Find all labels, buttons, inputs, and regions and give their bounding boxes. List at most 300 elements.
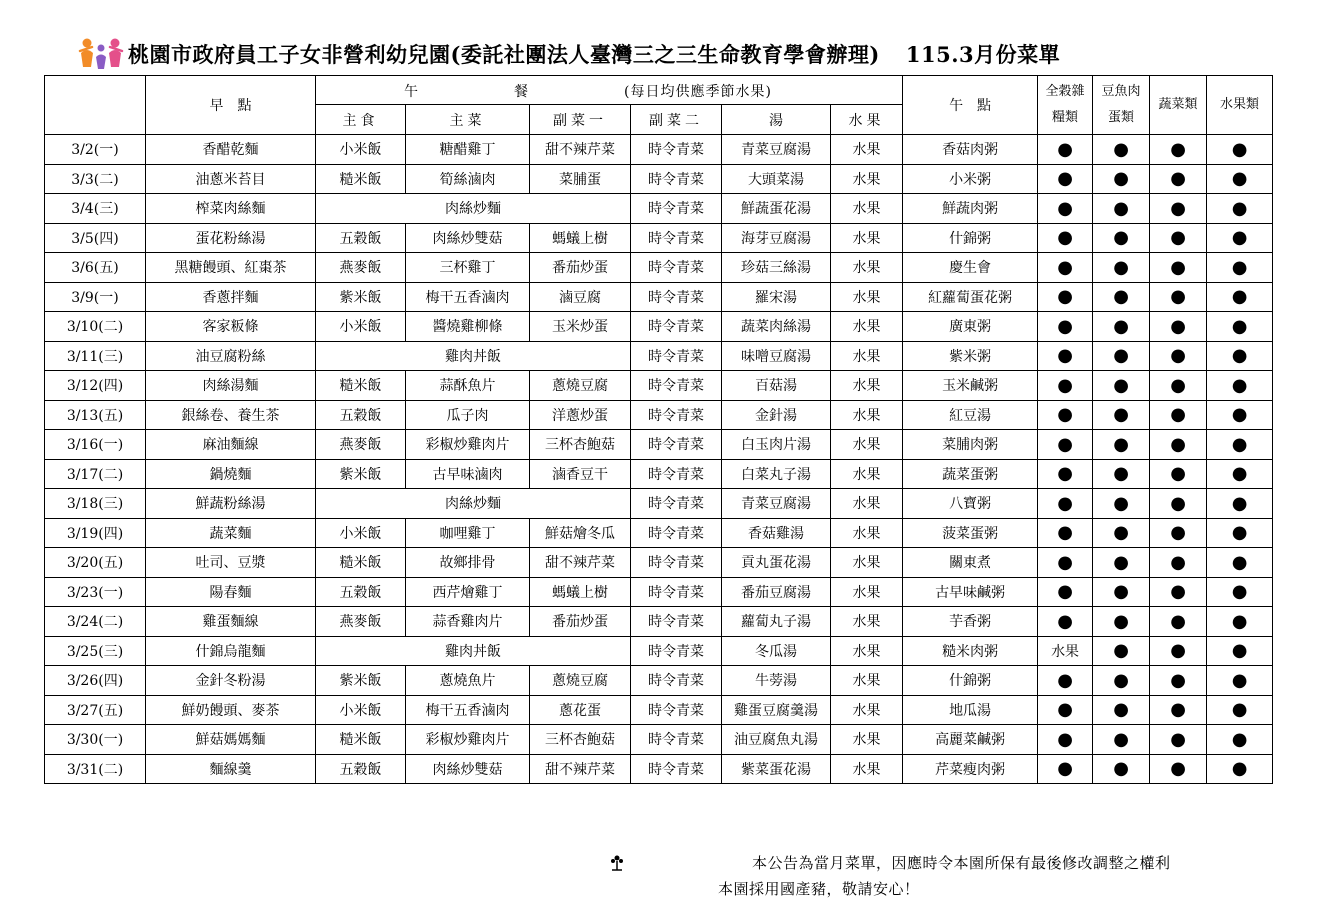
afternoon-snack-cell: 糙米肉粥 — [903, 636, 1038, 666]
staple-cell: 紫米飯 — [316, 459, 406, 489]
fruit-mark-cell — [1207, 194, 1273, 224]
fruit-cell: 水果 — [831, 194, 903, 224]
table-row — [45, 607, 1273, 637]
table-row — [45, 164, 1273, 194]
grains-mark-dot-icon: ● — [1057, 492, 1073, 514]
protein-mark-cell — [1093, 666, 1150, 696]
main-dish-cell: 彩椒炒雞肉片 — [406, 725, 530, 755]
protein-header: 豆魚肉蛋類 — [1093, 76, 1150, 135]
vegetable-mark-dot-icon: ● — [1170, 699, 1186, 721]
grains-mark-cell — [1038, 430, 1093, 460]
date-cell: 3/9(一) — [45, 282, 146, 312]
vegetable-mark-dot-icon: ● — [1170, 581, 1186, 603]
breakfast-cell: 鮮蔬粉絲湯 — [146, 489, 316, 519]
fruit-mark-cell — [1207, 341, 1273, 371]
protein-mark-dot-icon: ● — [1113, 728, 1129, 750]
side-dish-1-cell: 蔥燒豆腐 — [530, 371, 631, 401]
staple-cell: 糙米飯 — [316, 164, 406, 194]
table-row — [45, 577, 1273, 607]
afternoon-snack-cell: 八寶粥 — [903, 489, 1038, 519]
grains-mark-dot-icon: ● — [1057, 168, 1073, 190]
main-dish-cell: 肉絲炒雙菇 — [406, 223, 530, 253]
side-dish-2-cell: 時令青菜 — [631, 754, 722, 784]
main-dish-cell: 梅干五香滷肉 — [406, 282, 530, 312]
protein-mark-cell — [1093, 548, 1150, 578]
fruit-cell: 水果 — [831, 636, 903, 666]
afternoon-snack-cell: 古早味鹹粥 — [903, 577, 1038, 607]
protein-mark-cell — [1093, 636, 1150, 666]
protein-mark-dot-icon: ● — [1113, 404, 1129, 426]
protein-mark-dot-icon: ● — [1113, 610, 1129, 632]
soup-header: 湯 — [722, 105, 831, 135]
grains-mark-cell — [1038, 577, 1093, 607]
date-cell: 3/27(五) — [45, 695, 146, 725]
side-dish-1-cell: 甜不辣芹菜 — [530, 754, 631, 784]
fruit-cell: 水果 — [831, 695, 903, 725]
flower-icon — [607, 852, 627, 872]
staple-cell: 五穀飯 — [316, 400, 406, 430]
main-dish-cell: 肉絲炒雙菇 — [406, 754, 530, 784]
soup-cell: 牛蒡湯 — [722, 666, 831, 696]
grains-mark-dot-icon: ● — [1057, 227, 1073, 249]
grains-mark-cell — [1038, 695, 1093, 725]
vegetable-mark-cell — [1150, 666, 1207, 696]
combined-meal-cell: 肉絲炒麵 — [316, 489, 631, 519]
afternoon-snack-cell: 關東煮 — [903, 548, 1038, 578]
fruit-mark-dot-icon: ● — [1231, 433, 1248, 455]
table-row — [45, 636, 1273, 666]
soup-cell: 大頭菜湯 — [722, 164, 831, 194]
side-dish-2-cell: 時令青菜 — [631, 725, 722, 755]
soup-cell: 百菇湯 — [722, 371, 831, 401]
main-dish-cell: 西芹燴雞丁 — [406, 577, 530, 607]
breakfast-cell: 香蔥拌麵 — [146, 282, 316, 312]
fruit-cell: 水果 — [831, 282, 903, 312]
protein-mark-cell — [1093, 754, 1150, 784]
soup-cell: 羅宋湯 — [722, 282, 831, 312]
side-dish-2-cell: 時令青菜 — [631, 400, 722, 430]
grains-mark-cell — [1038, 754, 1093, 784]
grains-mark-dot-icon: ● — [1057, 433, 1073, 455]
protein-mark-dot-icon: ● — [1113, 168, 1129, 190]
main-dish-cell: 古早味滷肉 — [406, 459, 530, 489]
date-cell: 3/3(二) — [45, 164, 146, 194]
vegetable-mark-cell — [1150, 695, 1207, 725]
side-dish-2-cell: 時令青菜 — [631, 577, 722, 607]
vegetable-mark-cell — [1150, 489, 1207, 519]
protein-mark-cell — [1093, 135, 1150, 165]
main-dish-cell: 三杯雞丁 — [406, 253, 530, 283]
protein-mark-cell — [1093, 459, 1150, 489]
side-dish-1-cell: 菜脯蛋 — [530, 164, 631, 194]
vegetable-mark-dot-icon: ● — [1170, 315, 1186, 337]
vegetable-mark-dot-icon: ● — [1170, 197, 1186, 219]
soup-cell: 貢丸蛋花湯 — [722, 548, 831, 578]
staple-cell: 小米飯 — [316, 695, 406, 725]
grains-mark-dot-icon: ● — [1057, 197, 1073, 219]
table-row — [45, 135, 1273, 165]
vegetable-mark-cell — [1150, 430, 1207, 460]
table-row — [45, 223, 1273, 253]
protein-mark-dot-icon: ● — [1113, 699, 1129, 721]
date-cell: 3/17(二) — [45, 459, 146, 489]
staple-cell: 糙米飯 — [316, 548, 406, 578]
fruit-mark-cell — [1207, 754, 1273, 784]
grains-mark-dot-icon: ● — [1057, 699, 1073, 721]
fruit-mark-dot-icon: ● — [1231, 758, 1248, 780]
vegetable-mark-dot-icon: ● — [1170, 345, 1186, 367]
lunch-header: 午 餐 (每日均供應季節水果) — [316, 76, 903, 105]
side-dish-2-cell: 時令青菜 — [631, 666, 722, 696]
protein-mark-cell — [1093, 489, 1150, 519]
grains-mark-cell — [1038, 548, 1093, 578]
breakfast-cell: 榨菜肉絲麵 — [146, 194, 316, 224]
vegetable-mark-dot-icon: ● — [1170, 492, 1186, 514]
side-dish-1-cell: 三杯杏鮑菇 — [530, 725, 631, 755]
main-dish-cell: 故鄉排骨 — [406, 548, 530, 578]
grains-mark-cell — [1038, 282, 1093, 312]
fruit-mark-dot-icon: ● — [1231, 522, 1248, 544]
date-cell: 3/13(五) — [45, 400, 146, 430]
grains-mark-text: 水果 — [1051, 643, 1080, 660]
vegetable-mark-cell — [1150, 725, 1207, 755]
staple-cell: 五穀飯 — [316, 577, 406, 607]
date-cell: 3/26(四) — [45, 666, 146, 696]
side-dish-1-cell: 番茄炒蛋 — [530, 607, 631, 637]
afternoon-snack-cell: 鮮蔬肉粥 — [903, 194, 1038, 224]
staple-cell: 燕麥飯 — [316, 253, 406, 283]
date-cell: 3/25(三) — [45, 636, 146, 666]
main-dish-cell: 筍絲滷肉 — [406, 164, 530, 194]
main-dish-header: 主菜 — [406, 105, 530, 135]
grains-mark-dot-icon: ● — [1057, 610, 1073, 632]
side-dish-1-cell: 甜不辣芹菜 — [530, 548, 631, 578]
breakfast-cell: 鍋燒麵 — [146, 459, 316, 489]
protein-mark-dot-icon: ● — [1113, 551, 1129, 573]
table-row — [45, 548, 1273, 578]
vegetable-mark-cell — [1150, 223, 1207, 253]
vegetable-mark-cell — [1150, 135, 1207, 165]
staple-cell: 紫米飯 — [316, 282, 406, 312]
side-dish-2-cell: 時令青菜 — [631, 223, 722, 253]
breakfast-cell: 客家粄條 — [146, 312, 316, 342]
school-name: 桃園市政府員工子女非營利幼兒園(委託社團法人臺灣三之三生命教育學會辦理) — [128, 42, 880, 67]
protein-mark-dot-icon: ● — [1113, 669, 1129, 691]
fruit-mark-dot-icon: ● — [1231, 374, 1248, 396]
protein-mark-cell — [1093, 430, 1150, 460]
side-dish-2-cell: 時令青菜 — [631, 430, 722, 460]
protein-mark-dot-icon: ● — [1113, 315, 1129, 337]
table-row — [45, 459, 1273, 489]
fruit-mark-dot-icon: ● — [1231, 492, 1248, 514]
main-dish-cell: 彩椒炒雞肉片 — [406, 430, 530, 460]
vegetable-mark-dot-icon: ● — [1170, 551, 1186, 573]
vegetable-mark-cell — [1150, 636, 1207, 666]
soup-cell: 油豆腐魚丸湯 — [722, 725, 831, 755]
protein-mark-dot-icon: ● — [1113, 492, 1129, 514]
fruit-cell: 水果 — [831, 577, 903, 607]
vegetable-mark-cell — [1150, 164, 1207, 194]
vegetable-mark-dot-icon: ● — [1170, 138, 1186, 160]
date-cell: 3/30(一) — [45, 725, 146, 755]
breakfast-cell: 香醋乾麵 — [146, 135, 316, 165]
staple-cell: 小米飯 — [316, 518, 406, 548]
protein-mark-cell — [1093, 577, 1150, 607]
vegetable-header: 蔬菜類 — [1150, 76, 1207, 135]
grains-mark-dot-icon: ● — [1057, 522, 1073, 544]
protein-mark-dot-icon: ● — [1113, 374, 1129, 396]
grains-mark-dot-icon: ● — [1057, 374, 1073, 396]
table-row — [45, 725, 1273, 755]
fruit-mark-dot-icon: ● — [1231, 463, 1248, 485]
fruit-mark-dot-icon: ● — [1231, 640, 1248, 662]
afternoon-snack-cell: 芹菜瘦肉粥 — [903, 754, 1038, 784]
fruit-mark-dot-icon: ● — [1231, 551, 1248, 573]
fruit-cell: 水果 — [831, 666, 903, 696]
staple-cell: 燕麥飯 — [316, 430, 406, 460]
table-row — [45, 312, 1273, 342]
fruit-mark-cell — [1207, 666, 1273, 696]
breakfast-cell: 肉絲湯麵 — [146, 371, 316, 401]
fruit-mark-cell — [1207, 518, 1273, 548]
vegetable-mark-dot-icon: ● — [1170, 168, 1186, 190]
vegetable-mark-dot-icon: ● — [1170, 669, 1186, 691]
fruit-mark-cell — [1207, 371, 1273, 401]
soup-cell: 海芽豆腐湯 — [722, 223, 831, 253]
protein-mark-cell — [1093, 518, 1150, 548]
vegetable-mark-cell — [1150, 282, 1207, 312]
protein-mark-dot-icon: ● — [1113, 640, 1129, 662]
soup-cell: 雞蛋豆腐羹湯 — [722, 695, 831, 725]
fruit-mark-dot-icon: ● — [1231, 581, 1248, 603]
vegetable-mark-cell — [1150, 459, 1207, 489]
date-cell: 3/31(二) — [45, 754, 146, 784]
side-dish-2-cell: 時令青菜 — [631, 607, 722, 637]
protein-mark-cell — [1093, 312, 1150, 342]
table-row — [45, 253, 1273, 283]
fruit-mark-cell — [1207, 430, 1273, 460]
grains-mark-cell — [1038, 400, 1093, 430]
staple-cell: 小米飯 — [316, 135, 406, 165]
vegetable-mark-cell — [1150, 253, 1207, 283]
grains-mark-cell — [1038, 164, 1093, 194]
grains-header: 全穀雜糧類 — [1038, 76, 1093, 135]
main-dish-cell: 醬燒雞柳條 — [406, 312, 530, 342]
side-dish-2-cell: 時令青菜 — [631, 636, 722, 666]
side-dish-1-cell: 滷香豆干 — [530, 459, 631, 489]
side-dish-2-cell: 時令青菜 — [631, 164, 722, 194]
side-dish-2-cell: 時令青菜 — [631, 135, 722, 165]
table-row — [45, 430, 1273, 460]
fruit-mark-cell — [1207, 636, 1273, 666]
grains-mark-cell — [1038, 518, 1093, 548]
afternoon-snack-cell: 小米粥 — [903, 164, 1038, 194]
side-dish-1-cell: 甜不辣芹菜 — [530, 135, 631, 165]
date-cell: 3/12(四) — [45, 371, 146, 401]
grains-mark-cell — [1038, 371, 1093, 401]
staple-cell: 糙米飯 — [316, 371, 406, 401]
main-dish-cell: 瓜子肉 — [406, 400, 530, 430]
combined-meal-cell: 雞肉丼飯 — [316, 341, 631, 371]
vegetable-mark-cell — [1150, 518, 1207, 548]
protein-mark-dot-icon: ● — [1113, 581, 1129, 603]
afternoon-snack-cell: 玉米鹹粥 — [903, 371, 1038, 401]
side-dish-1-cell: 三杯杏鮑菇 — [530, 430, 631, 460]
protein-mark-cell — [1093, 695, 1150, 725]
grains-mark-cell — [1038, 636, 1093, 666]
page-title — [128, 39, 1060, 69]
fruit-cell: 水果 — [831, 754, 903, 784]
grains-mark-dot-icon: ● — [1057, 404, 1073, 426]
fruit-cell: 水果 — [831, 223, 903, 253]
grains-mark-dot-icon: ● — [1057, 728, 1073, 750]
fruit-mark-dot-icon: ● — [1231, 256, 1248, 278]
fruit-mark-dot-icon: ● — [1231, 168, 1248, 190]
date-header — [45, 76, 146, 135]
date-cell: 3/23(一) — [45, 577, 146, 607]
grains-mark-cell — [1038, 725, 1093, 755]
table-row — [45, 341, 1273, 371]
grains-mark-dot-icon: ● — [1057, 138, 1073, 160]
table-row — [45, 282, 1273, 312]
vegetable-mark-cell — [1150, 400, 1207, 430]
fruit-category-header: 水果類 — [1207, 76, 1273, 135]
soup-cell: 鮮蔬蛋花湯 — [722, 194, 831, 224]
main-dish-cell: 蒜香雞肉片 — [406, 607, 530, 637]
vegetable-mark-cell — [1150, 194, 1207, 224]
vegetable-mark-dot-icon: ● — [1170, 640, 1186, 662]
grains-mark-dot-icon: ● — [1057, 758, 1073, 780]
breakfast-cell: 金針冬粉湯 — [146, 666, 316, 696]
vegetable-mark-cell — [1150, 341, 1207, 371]
fruit-mark-cell — [1207, 577, 1273, 607]
menu-body — [45, 135, 1273, 784]
side-dish-1-cell: 蔥燒豆腐 — [530, 666, 631, 696]
afternoon-snack-cell: 菠菜蛋粥 — [903, 518, 1038, 548]
date-cell: 3/16(一) — [45, 430, 146, 460]
vegetable-mark-dot-icon: ● — [1170, 463, 1186, 485]
staple-cell: 小米飯 — [316, 312, 406, 342]
breakfast-cell: 蛋花粉絲湯 — [146, 223, 316, 253]
vegetable-mark-cell — [1150, 754, 1207, 784]
grains-mark-dot-icon: ● — [1057, 463, 1073, 485]
protein-mark-dot-icon: ● — [1113, 522, 1129, 544]
protein-mark-cell — [1093, 341, 1150, 371]
fruit-mark-dot-icon: ● — [1231, 197, 1248, 219]
fruit-mark-cell — [1207, 223, 1273, 253]
grains-mark-cell — [1038, 253, 1093, 283]
protein-mark-dot-icon: ● — [1113, 138, 1129, 160]
fruit-mark-dot-icon: ● — [1231, 227, 1248, 249]
afternoon-snack-cell: 什錦粥 — [903, 666, 1038, 696]
protein-mark-dot-icon: ● — [1113, 286, 1129, 308]
fruit-cell: 水果 — [831, 489, 903, 519]
breakfast-cell: 雞蛋麵線 — [146, 607, 316, 637]
fruit-mark-cell — [1207, 135, 1273, 165]
soup-cell: 青菜豆腐湯 — [722, 135, 831, 165]
table-row — [45, 371, 1273, 401]
grains-mark-dot-icon: ● — [1057, 286, 1073, 308]
protein-mark-dot-icon: ● — [1113, 227, 1129, 249]
fruit-cell: 水果 — [831, 518, 903, 548]
protein-mark-cell — [1093, 371, 1150, 401]
fruit-mark-cell — [1207, 607, 1273, 637]
fruit-cell: 水果 — [831, 135, 903, 165]
afternoon-snack-cell: 廣東粥 — [903, 312, 1038, 342]
fruit-cell: 水果 — [831, 164, 903, 194]
grains-mark-dot-icon: ● — [1057, 315, 1073, 337]
fruit-mark-dot-icon: ● — [1231, 138, 1248, 160]
side-dish-2-cell: 時令青菜 — [631, 695, 722, 725]
fruit-mark-dot-icon: ● — [1231, 286, 1248, 308]
afternoon-snack-cell: 芋香粥 — [903, 607, 1038, 637]
side-dish-1-cell: 洋蔥炒蛋 — [530, 400, 631, 430]
vegetable-mark-dot-icon: ● — [1170, 758, 1186, 780]
vegetable-mark-cell — [1150, 548, 1207, 578]
side-dish-2-header: 副菜二 — [631, 105, 722, 135]
soup-cell: 金針湯 — [722, 400, 831, 430]
afternoon-snack-cell: 地瓜湯 — [903, 695, 1038, 725]
fruit-mark-cell — [1207, 695, 1273, 725]
combined-meal-cell: 肉絲炒麵 — [316, 194, 631, 224]
vegetable-mark-dot-icon: ● — [1170, 256, 1186, 278]
fruit-mark-cell — [1207, 253, 1273, 283]
fruit-mark-cell — [1207, 400, 1273, 430]
fruit-cell: 水果 — [831, 459, 903, 489]
soup-cell: 番茄豆腐湯 — [722, 577, 831, 607]
grains-mark-cell — [1038, 312, 1093, 342]
protein-mark-cell — [1093, 164, 1150, 194]
side-dish-2-cell: 時令青菜 — [631, 282, 722, 312]
grains-mark-dot-icon: ● — [1057, 345, 1073, 367]
side-dish-1-cell: 滷豆腐 — [530, 282, 631, 312]
date-cell: 3/20(五) — [45, 548, 146, 578]
protein-mark-dot-icon: ● — [1113, 345, 1129, 367]
side-dish-2-cell: 時令青菜 — [631, 312, 722, 342]
menu-table — [44, 75, 1273, 784]
breakfast-cell: 麻油麵線 — [146, 430, 316, 460]
fruit-mark-cell — [1207, 548, 1273, 578]
side-dish-2-cell: 時令青菜 — [631, 489, 722, 519]
afternoon-snack-cell: 慶生會 — [903, 253, 1038, 283]
side-dish-2-cell: 時令青菜 — [631, 341, 722, 371]
grains-mark-dot-icon: ● — [1057, 256, 1073, 278]
main-dish-cell: 蔥燒魚片 — [406, 666, 530, 696]
date-cell: 3/6(五) — [45, 253, 146, 283]
soup-cell: 青菜豆腐湯 — [722, 489, 831, 519]
fruit-mark-cell — [1207, 489, 1273, 519]
date-cell: 3/5(四) — [45, 223, 146, 253]
date-cell: 3/10(二) — [45, 312, 146, 342]
family-logo-icon — [78, 37, 124, 71]
menu-month: 115.3月份菜單 — [905, 42, 1061, 67]
breakfast-cell: 黑糖饅頭、紅棗茶 — [146, 253, 316, 283]
afternoon-snack-cell: 蔬菜蛋粥 — [903, 459, 1038, 489]
vegetable-mark-cell — [1150, 371, 1207, 401]
side-dish-2-cell: 時令青菜 — [631, 194, 722, 224]
fruit-cell: 水果 — [831, 607, 903, 637]
side-dish-2-cell: 時令青菜 — [631, 548, 722, 578]
header-row-1 — [45, 76, 1273, 105]
date-cell: 3/19(四) — [45, 518, 146, 548]
grains-mark-dot-icon: ● — [1057, 551, 1073, 573]
side-dish-1-cell: 螞蟻上樹 — [530, 223, 631, 253]
table-row — [45, 489, 1273, 519]
side-dish-1-cell: 玉米炒蛋 — [530, 312, 631, 342]
soup-cell: 白菜丸子湯 — [722, 459, 831, 489]
vegetable-mark-dot-icon: ● — [1170, 610, 1186, 632]
soup-cell: 蔬菜肉絲湯 — [722, 312, 831, 342]
